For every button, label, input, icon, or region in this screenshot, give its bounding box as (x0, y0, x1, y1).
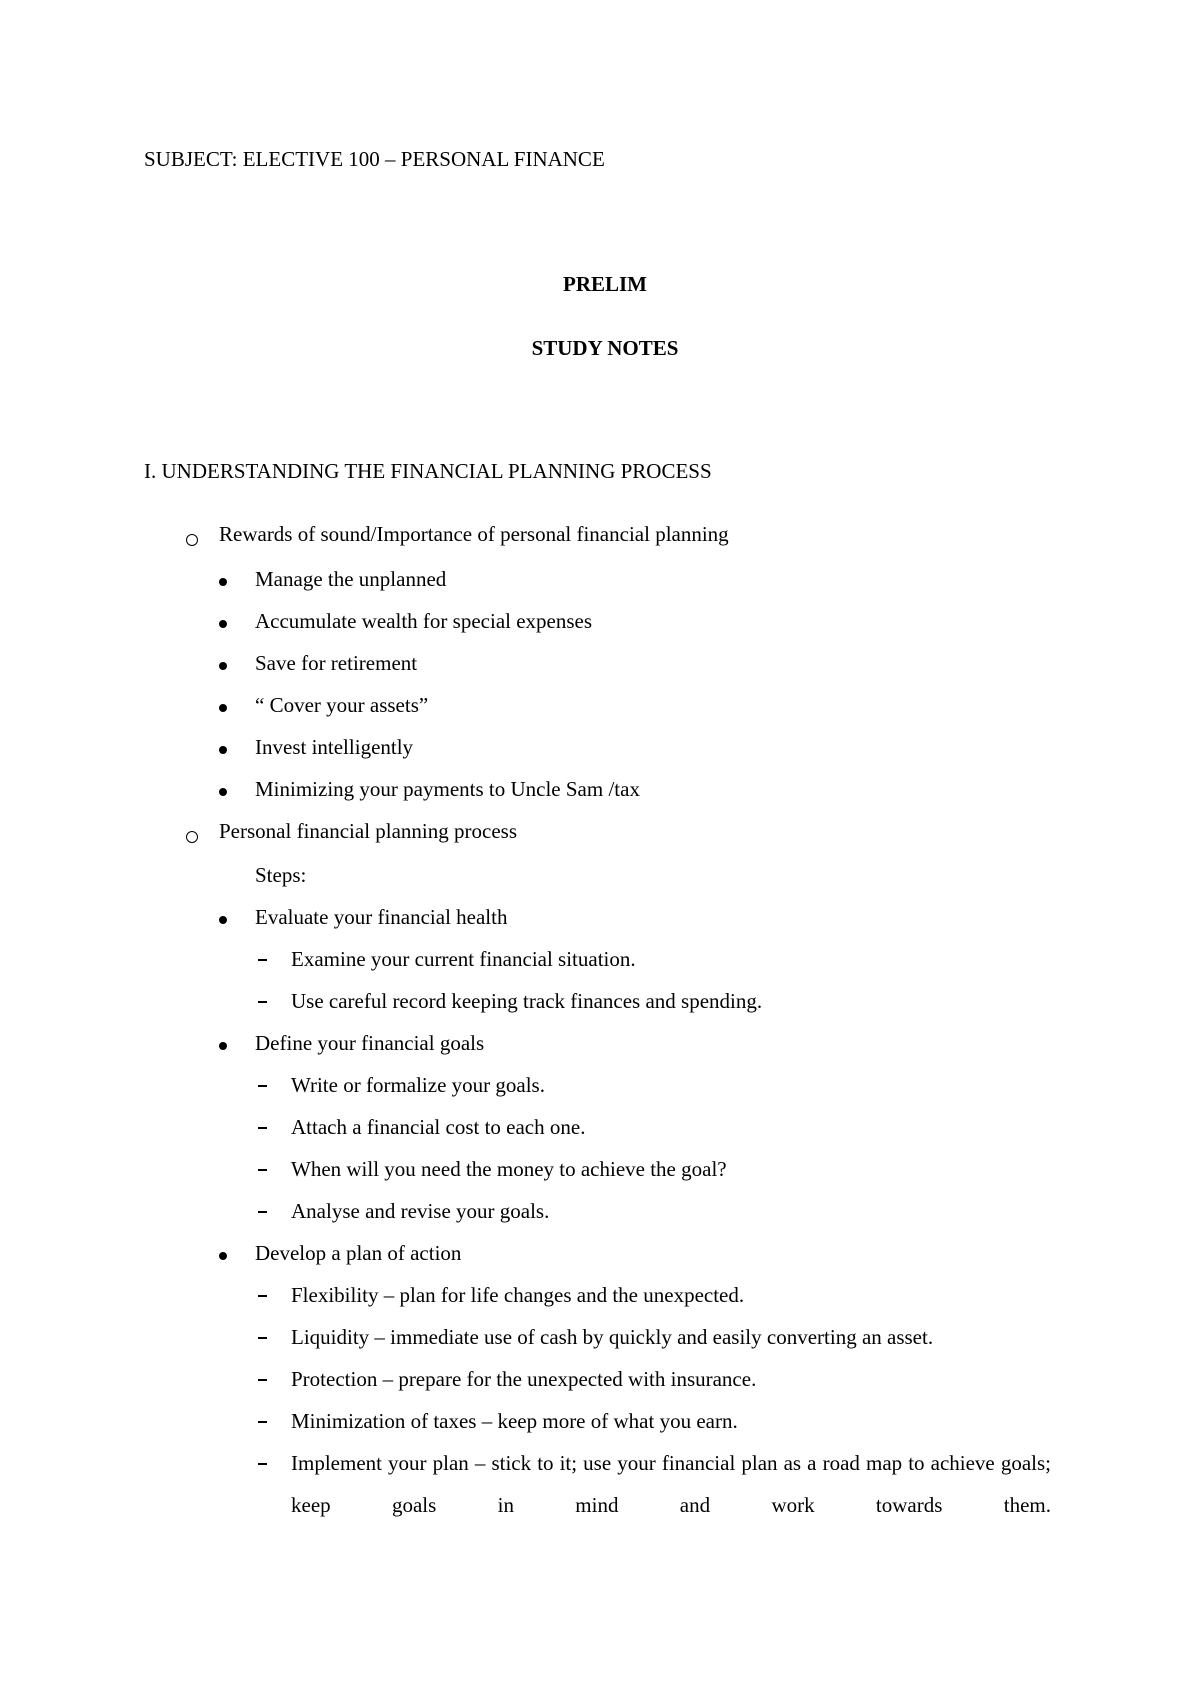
dash-bullet-icon (258, 1001, 267, 1003)
list-item: Examine your current financial situation. (291, 947, 636, 971)
topic-process: Personal financial planning process (219, 819, 517, 843)
list-item: Save for retirement (255, 651, 418, 675)
hollow-bullet-icon (186, 831, 198, 843)
dash-bullet-icon (258, 1127, 267, 1129)
step-define-goals: Define your financial goals (255, 1031, 485, 1055)
list-item: Use careful record keeping track finances and spending. (291, 989, 763, 1013)
bullet-icon (219, 704, 227, 712)
list-item: Write or formalize your goals. (291, 1073, 545, 1097)
list-item: Minimizing your payments to Uncle Sam /tax (255, 777, 640, 801)
list-item: “ Cover your assets” (255, 693, 429, 717)
step-plan-action: Develop a plan of action (255, 1241, 462, 1265)
hollow-bullet-icon (186, 534, 198, 546)
dash-bullet-icon (258, 1463, 267, 1465)
list-item: Invest intelligently (255, 735, 414, 759)
list-item: Accumulate wealth for special expenses (255, 609, 593, 633)
list-item: Liquidity – immediate use of cash by quickly and easily converting an asset. (291, 1325, 934, 1349)
bullet-icon (219, 578, 227, 586)
list-item: Manage the unplanned (255, 567, 447, 591)
subject-line: SUBJECT: ELECTIVE 100 – PERSONAL FINANCE (144, 147, 605, 171)
list-item: Minimization of taxes – keep more of what you earn. (291, 1409, 738, 1433)
list-item: Flexibility – plan for life changes and the unexpected. (291, 1283, 745, 1307)
bullet-icon (219, 746, 227, 754)
step-evaluate: Evaluate your financial health (255, 905, 508, 929)
dash-bullet-icon (258, 1211, 267, 1213)
list-item: Protection – prepare for the unexpected with insurance. (291, 1367, 757, 1391)
bullet-icon (219, 1042, 227, 1050)
dash-bullet-icon (258, 1379, 267, 1381)
dash-bullet-icon (258, 1337, 267, 1339)
dash-bullet-icon (258, 1169, 267, 1171)
document-title: PRELIM (563, 272, 647, 296)
dash-bullet-icon (258, 959, 267, 961)
bullet-icon (219, 662, 227, 670)
bullet-icon (219, 916, 227, 924)
bullet-icon (219, 1252, 227, 1260)
topic-rewards: Rewards of sound/Importance of personal financial planning (219, 522, 729, 546)
section-heading: I. UNDERSTANDING THE FINANCIAL PLANNING PROCESS (144, 459, 712, 483)
dash-bullet-icon (258, 1295, 267, 1297)
list-item: Attach a financial cost to each one. (291, 1115, 586, 1139)
document-subtitle: STUDY NOTES (531, 336, 679, 360)
dash-bullet-icon (258, 1421, 267, 1423)
bullet-icon (219, 620, 227, 628)
bullet-icon (219, 788, 227, 796)
dash-bullet-icon (258, 1085, 267, 1087)
list-item: Implement your plan – stick to it; use your financial plan as a road map to achieve goals; keep goals in mind and work towards them. (291, 1451, 1051, 1517)
list-item: When will you need the money to achieve the goal? (291, 1157, 727, 1181)
list-item: Analyse and revise your goals. (291, 1199, 550, 1223)
steps-label: Steps: (255, 863, 307, 887)
